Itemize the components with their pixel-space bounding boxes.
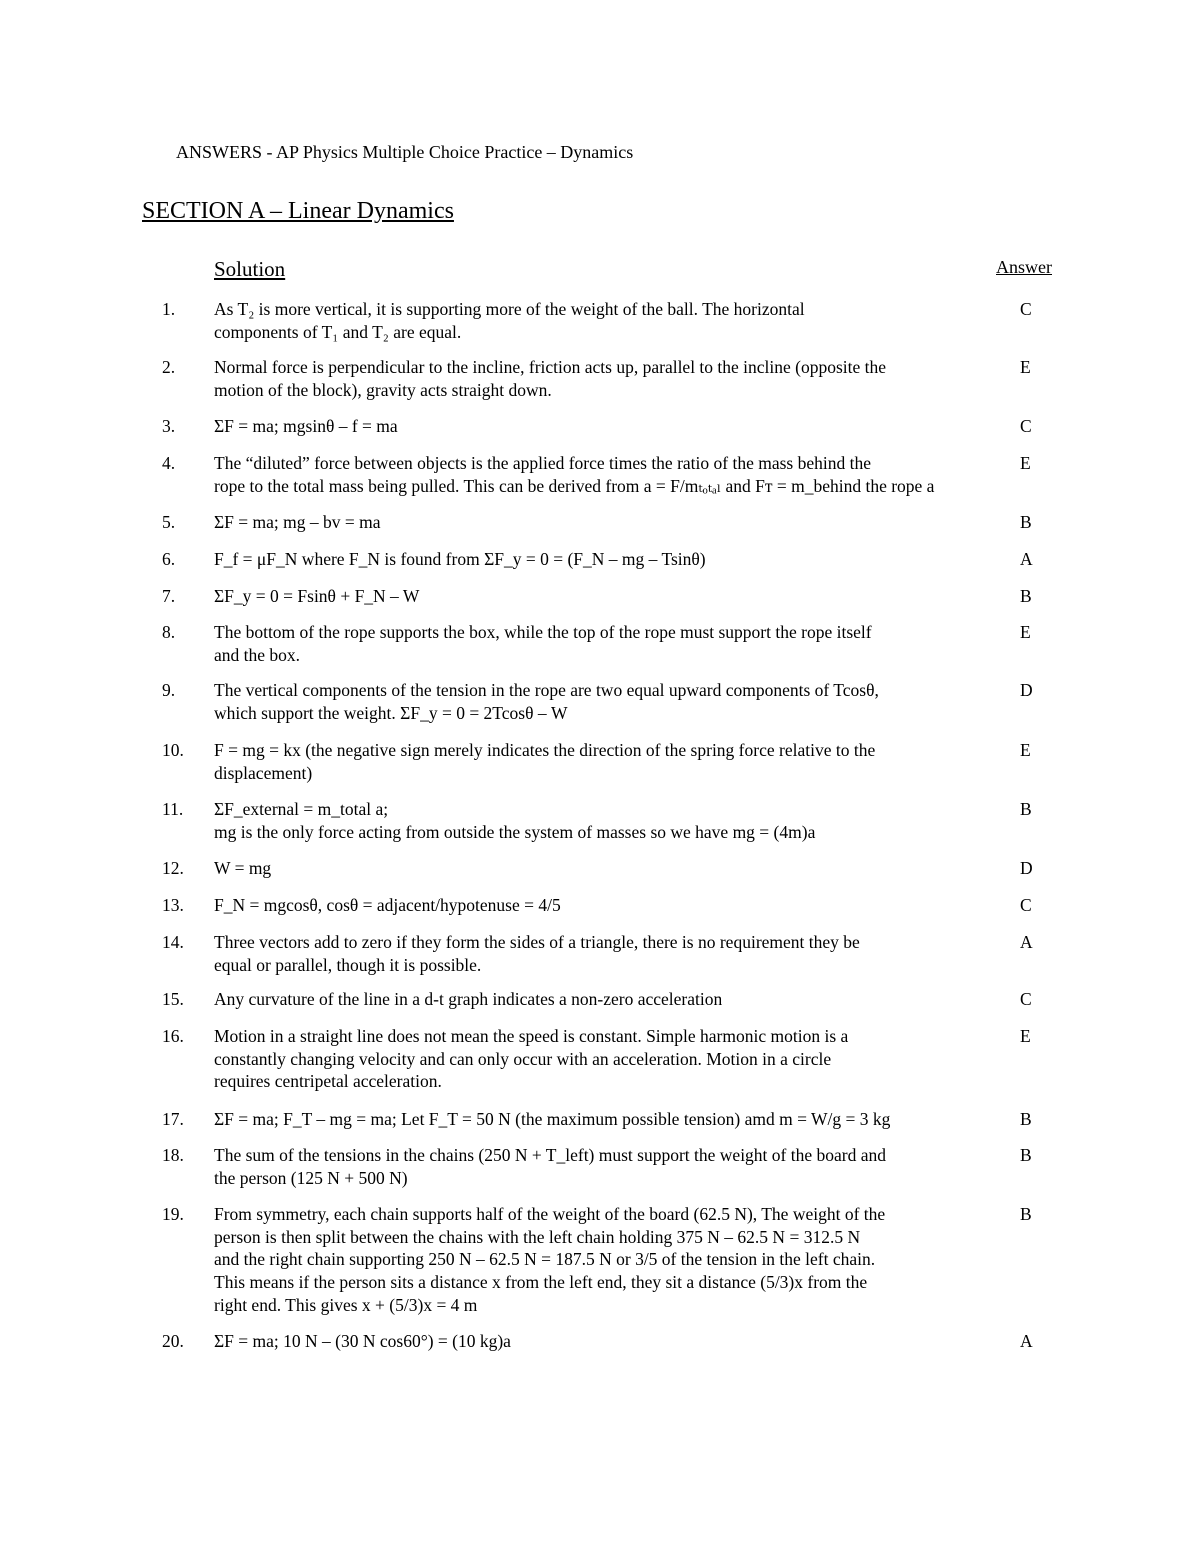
solution-text bbox=[214, 415, 984, 438]
solution-line: This means if the person sits a distance x from the left end, they sit a distance (5/3)x from the bbox=[214, 1272, 868, 1293]
question-number: 6. bbox=[162, 549, 176, 569]
solution-line: requires centripetal acceleration. bbox=[214, 1071, 442, 1092]
question-number: 9. bbox=[162, 680, 176, 700]
answer-letter: E bbox=[1020, 453, 1031, 473]
solution-text bbox=[214, 1025, 984, 1093]
solution-line: ΣF = ma; mg – bv = ma bbox=[214, 512, 381, 532]
solution-text bbox=[214, 1108, 984, 1131]
question-number: 13. bbox=[162, 895, 184, 915]
solution-text bbox=[214, 1330, 984, 1353]
solution-text bbox=[214, 548, 984, 571]
solution-line: Motion in a straight line does not mean the speed is constant. Simple harmonic motion is a bbox=[214, 1026, 849, 1046]
solution-line: constantly changing velocity and can only occur with an acceleration. Motion in a circle bbox=[214, 1048, 832, 1069]
solution-column-header: Solution bbox=[214, 257, 286, 281]
solution-text bbox=[214, 1203, 984, 1317]
solution-line: The vertical components of the tension in the rope are two equal upward components of Tcosθ, bbox=[214, 680, 879, 700]
solution-text bbox=[214, 679, 984, 724]
answer-letter: E bbox=[1020, 740, 1031, 760]
solution-line: The sum of the tensions in the chains (250 N + T_left) must support the weight of the board and bbox=[214, 1145, 886, 1165]
question-number: 19. bbox=[162, 1204, 184, 1224]
answer-letter: C bbox=[1020, 989, 1032, 1009]
question-number: 15. bbox=[162, 989, 184, 1009]
question-number: 16. bbox=[162, 1026, 184, 1046]
question-number: 17. bbox=[162, 1109, 184, 1129]
question-number: 7. bbox=[162, 586, 176, 606]
answer-letter: D bbox=[1020, 680, 1033, 700]
solution-line: which support the weight. ΣF_y = 0 = 2Tcosθ – W bbox=[214, 702, 568, 723]
solution-line: motion of the block), gravity acts straight down. bbox=[214, 379, 552, 400]
solution-line: W = mg bbox=[214, 858, 272, 878]
answer-letter: C bbox=[1020, 299, 1032, 319]
solution-line: rope to the total mass being pulled. This can be derived from a = F/mₜₒₜₐₗ and Fᴛ = m_behind the rope a bbox=[214, 475, 935, 496]
solution-text bbox=[214, 585, 984, 608]
answer-letter: B bbox=[1020, 1204, 1032, 1224]
solution-line: F = mg = kx (the negative sign merely indicates the direction of the spring force relative to the bbox=[214, 740, 876, 760]
question-number: 3. bbox=[162, 416, 176, 436]
solution-line: right end. This gives x + (5/3)x = 4 m bbox=[214, 1294, 478, 1315]
solution-text bbox=[214, 931, 984, 976]
question-number: 12. bbox=[162, 858, 184, 878]
solution-text bbox=[214, 798, 984, 843]
solution-line: components of T₁ and T₂ are equal. bbox=[214, 321, 462, 342]
solution-line: F_f = μF_N where F_N is found from ΣF_y = 0 = (F_N – mg – Tsinθ) bbox=[214, 549, 706, 569]
solution-line: F_N = mgcosθ, cosθ = adjacent/hypotenuse = 4/5 bbox=[214, 895, 561, 915]
solution-text bbox=[214, 1144, 984, 1189]
answer-letter: A bbox=[1020, 1331, 1033, 1351]
question-number: 11. bbox=[162, 799, 184, 819]
answer-letter: B bbox=[1020, 799, 1032, 819]
solution-line: and the right chain supporting 250 N – 62.5 N = 187.5 N or 3/5 of the tension in the left chain. bbox=[214, 1249, 876, 1270]
solution-line: equal or parallel, though it is possible. bbox=[214, 954, 482, 975]
answer-letter: C bbox=[1020, 416, 1032, 436]
solution-text bbox=[214, 988, 984, 1011]
solution-line: person is then split between the chains with the left chain holding 375 N – 62.5 N = 312.5 N bbox=[214, 1226, 861, 1247]
answer-letter: E bbox=[1020, 357, 1031, 377]
solution-line: The “diluted” force between objects is the applied force times the ratio of the mass behind the bbox=[214, 453, 871, 473]
solution-text bbox=[214, 857, 984, 880]
solution-line: ΣF_y = 0 = Fsinθ + F_N – W bbox=[214, 586, 420, 606]
answer-letter: B bbox=[1020, 512, 1032, 532]
answer-letter: B bbox=[1020, 1109, 1032, 1129]
solution-line: From symmetry, each chain supports half of the weight of the board (62.5 N), The weight of the bbox=[214, 1204, 886, 1224]
solution-line: ΣF = ma; 10 N – (30 N cos60°) = (10 kg)a bbox=[214, 1331, 511, 1351]
solution-line: The bottom of the rope supports the box, while the top of the rope must support the rope itself bbox=[214, 622, 872, 642]
solution-line: As T₂ is more vertical, it is supporting more of the weight of the ball. The horizontal bbox=[214, 299, 805, 319]
solution-line: ΣF = ma; F_T – mg = ma; Let F_T = 50 N (the maximum possible tension) amd m = W/g = 3 kg bbox=[214, 1109, 891, 1129]
question-number: 20. bbox=[162, 1331, 184, 1351]
question-number: 10. bbox=[162, 740, 184, 760]
solution-line: Any curvature of the line in a d-t graph indicates a non-zero acceleration bbox=[214, 989, 723, 1009]
solution-text bbox=[214, 356, 984, 401]
solution-line: ΣF = ma; mgsinθ – f = ma bbox=[214, 416, 398, 436]
solution-line: the person (125 N + 500 N) bbox=[214, 1167, 408, 1188]
question-number: 18. bbox=[162, 1145, 184, 1165]
document-title: ANSWERS - AP Physics Multiple Choice Practice – Dynamics bbox=[176, 142, 634, 162]
solution-text bbox=[214, 452, 984, 497]
section-title: SECTION A – Linear Dynamics bbox=[142, 198, 454, 224]
question-number: 2. bbox=[162, 357, 176, 377]
answer-column-header: Answer bbox=[996, 257, 1052, 277]
solution-line: mg is the only force acting from outside the system of masses so we have mg = (4m)a bbox=[214, 821, 816, 842]
question-number: 5. bbox=[162, 512, 176, 532]
question-number: 4. bbox=[162, 453, 176, 473]
solution-line: Normal force is perpendicular to the incline, friction acts up, parallel to the incline (opposite the bbox=[214, 357, 887, 377]
question-number: 14. bbox=[162, 932, 184, 952]
answer-letter: B bbox=[1020, 586, 1032, 606]
solution-line: ΣF_external = m_total a; bbox=[214, 799, 389, 819]
answer-letter: E bbox=[1020, 622, 1031, 642]
solution-text bbox=[214, 894, 984, 917]
solution-line: displacement) bbox=[214, 762, 313, 783]
solution-line: Three vectors add to zero if they form the sides of a triangle, there is no requirement they be bbox=[214, 932, 860, 952]
answer-letter: A bbox=[1020, 549, 1033, 569]
solution-text bbox=[214, 298, 984, 343]
solution-text bbox=[214, 739, 984, 784]
answer-letter: C bbox=[1020, 895, 1032, 915]
question-number: 1. bbox=[162, 299, 176, 319]
question-number: 8. bbox=[162, 622, 176, 642]
solution-text bbox=[214, 511, 984, 534]
answer-letter: A bbox=[1020, 932, 1033, 952]
answer-letter: E bbox=[1020, 1026, 1031, 1046]
solution-text bbox=[214, 621, 984, 666]
answer-letter: B bbox=[1020, 1145, 1032, 1165]
answer-letter: D bbox=[1020, 858, 1033, 878]
solution-line: and the box. bbox=[214, 644, 301, 665]
